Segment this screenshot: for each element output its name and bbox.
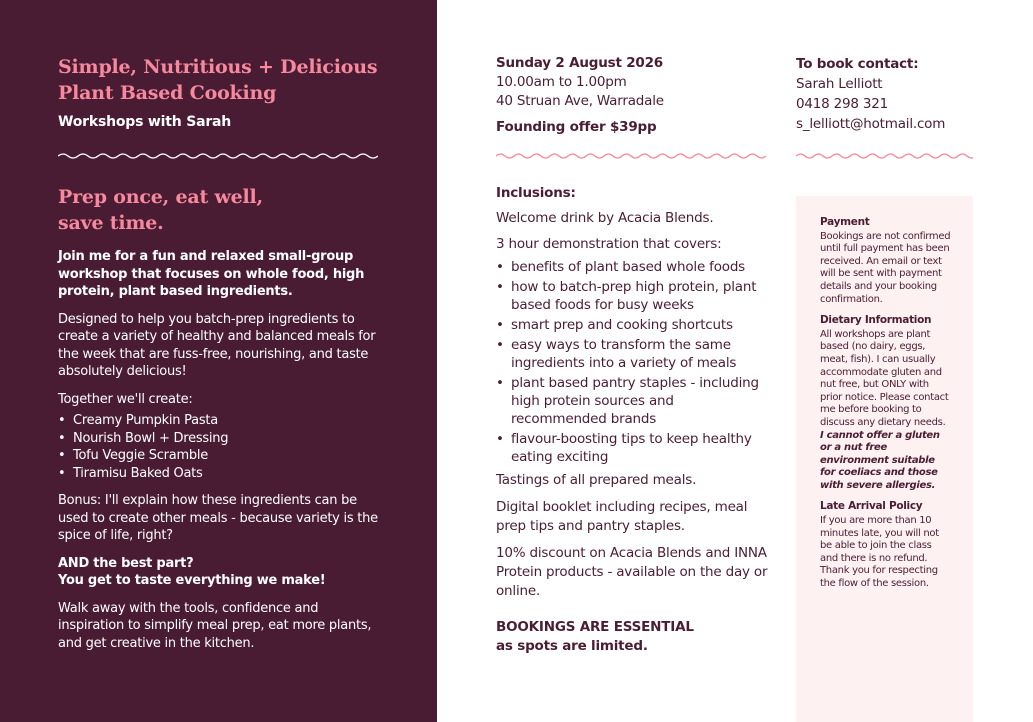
payment-section bbox=[820, 216, 951, 306]
policies-box bbox=[796, 196, 973, 722]
intro-text: Join me for a fun and relaxed small-group workshop that focuses on whole food, high protein, plant based ingredients. bbox=[58, 249, 365, 299]
recipe-list bbox=[58, 412, 383, 482]
dietary-body bbox=[820, 329, 951, 493]
list-item: • plant based pantry staples - including high protein sources and recommended brands bbox=[496, 374, 771, 428]
title-line-2: Plant Based Cooking bbox=[58, 82, 277, 104]
payment-heading: Payment bbox=[820, 216, 870, 228]
best-part-line-2: You get to taste everything we make! bbox=[58, 573, 326, 588]
demo-intro: 3 hour demonstration that covers: bbox=[496, 236, 722, 252]
list-item: • Tiramisu Baked Oats bbox=[58, 465, 383, 483]
white-wave-divider bbox=[58, 152, 378, 160]
founding-offer: Founding offer $39pp bbox=[496, 119, 657, 135]
list-item: • benefits of plant based whole foods bbox=[496, 258, 771, 276]
tagline-heading bbox=[58, 184, 318, 236]
list-item: • Nourish Bowl + Dressing bbox=[58, 430, 383, 448]
payment-text: Bookings are not confirmed until full payment has been received. An email or text will be sent with payment details and your booking confirmation. bbox=[820, 230, 951, 305]
dietary-heading: Dietary Information bbox=[820, 314, 932, 327]
late-arrival-text: If you are more than 10 minutes late, you will not be able to join the class and there is no refund. Thank you for respecting the flow of the session. bbox=[820, 515, 939, 590]
contact-email[interactable]: s_lelliott@hotmail.com bbox=[796, 116, 946, 132]
best-part-text bbox=[58, 555, 383, 590]
bonus-text: Bonus: I'll explain how these ingredients can be used to create other meals - because variety is the spice of life, right? bbox=[58, 493, 378, 543]
list-item: • how to batch-prep high protein, plant based foods for busy weeks bbox=[496, 278, 771, 314]
late-arrival-heading: Late Arrival Policy bbox=[820, 500, 923, 513]
left-panel bbox=[0, 0, 437, 722]
essential-line-1: BOOKINGS ARE ESSENTIAL bbox=[496, 619, 694, 635]
pink-wave-divider bbox=[796, 152, 973, 160]
contact-phone[interactable]: 0418 298 321 bbox=[796, 96, 889, 112]
discount-text: 10% discount on Acacia Blends and INNA Protein products - available on the day or online. bbox=[496, 545, 768, 599]
dietary-section bbox=[820, 314, 951, 492]
late-arrival-section bbox=[820, 500, 951, 590]
list-item: • Tofu Veggie Scramble bbox=[58, 447, 383, 465]
dietary-text: All workshops are plant based (no dairy, eggs, meat, fish). I can usually accommodate gluten and nut free, but ONLY with prior notice. Please contact me before booking to discuss any dietary needs. bbox=[820, 328, 949, 428]
list-item: • smart prep and cooking shortcuts bbox=[496, 316, 771, 334]
description-text: Designed to help you batch-prep ingredients to create a variety of healthy and balanced meals for the week that are fuss-free, nourishing, and taste absolutely delicious! bbox=[58, 311, 376, 379]
title-line-1: Simple, Nutritious + Delicious bbox=[58, 56, 378, 78]
list-item: • flavour-boosting tips to keep healthy eating exciting bbox=[496, 430, 771, 466]
essential-line-2: as spots are limited. bbox=[496, 638, 648, 654]
workshop-title bbox=[58, 54, 398, 106]
best-part-line-1: AND the best part? bbox=[58, 555, 194, 571]
event-details-column bbox=[496, 54, 771, 656]
workshop-subtitle: Workshops with Sarah bbox=[58, 114, 232, 130]
tastings-text: Tastings of all prepared meals. bbox=[496, 472, 697, 488]
closing-text: Walk away with the tools, confidence and inspiration to simplify meal prep, eat more plants, and get creative in the kitchen. bbox=[58, 600, 372, 651]
event-time: 10.00am to 1.00pm bbox=[496, 74, 627, 90]
create-intro: Together we'll create: bbox=[58, 391, 193, 407]
dietary-warning: I cannot offer a gluten or a nut free environment suitable for coeliacs and those with severe allergies. bbox=[820, 429, 940, 491]
bookings-essential bbox=[496, 618, 771, 656]
booklet-text: Digital booklet including recipes, meal prep tips and pantry staples. bbox=[496, 499, 748, 534]
tagline-line-1: Prep once, eat well, bbox=[58, 186, 263, 208]
list-item: • Creamy Pumpkin Pasta bbox=[58, 412, 383, 430]
inclusions-heading: Inclusions: bbox=[496, 185, 576, 201]
booking-contact-column bbox=[796, 54, 976, 160]
booking-heading: To book contact: bbox=[796, 56, 919, 72]
inclusions-list bbox=[496, 258, 771, 466]
event-date: Sunday 2 August 2026 bbox=[496, 55, 663, 71]
tagline-line-2: save time. bbox=[58, 212, 164, 234]
event-location: 40 Struan Ave, Warradale bbox=[496, 93, 664, 109]
contact-name: Sarah Lelliott bbox=[796, 76, 883, 92]
welcome-drink: Welcome drink by Acacia Blends. bbox=[496, 210, 714, 226]
pink-wave-divider bbox=[496, 152, 767, 160]
list-item: • easy ways to transform the same ingredients into a variety of meals bbox=[496, 336, 771, 372]
